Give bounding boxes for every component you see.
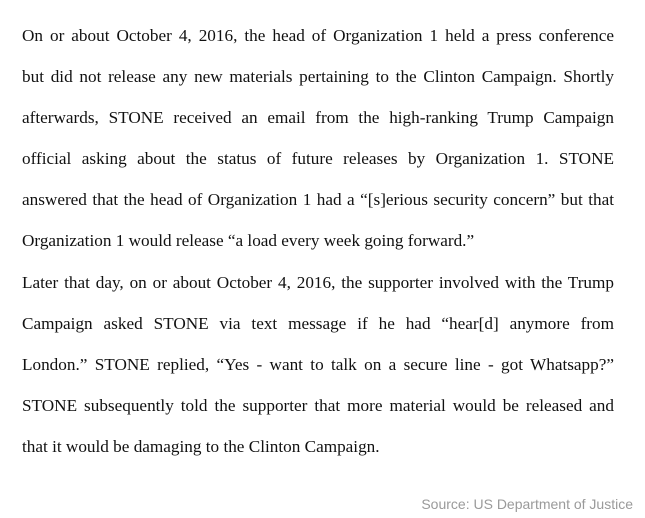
text-line: London.” STONE replied, “Yes - want to talk on a secure line - got Whatsapp?” bbox=[22, 354, 614, 374]
text-line: that it would be damaging to the Clinton Campaign. bbox=[22, 436, 380, 456]
text-line: Later that day, on or about October 4, 2016, the supporter involved with the Trump bbox=[22, 272, 614, 292]
paragraph-2 bbox=[22, 273, 614, 457]
text-line: official asking about the status of future releases by Organization 1. STONE bbox=[22, 149, 614, 169]
text-line: STONE subsequently told the supporter that more material would be released and bbox=[22, 395, 614, 415]
text-line: Campaign asked STONE via text message if he had “hear[d] anymore from bbox=[22, 313, 614, 333]
text-line: answered that the head of Organization 1 had a “[s]erious security concern” but that bbox=[22, 190, 614, 210]
text-line: afterwards, STONE received an email from the high-ranking Trump Campaign bbox=[22, 108, 614, 128]
document-body bbox=[22, 26, 614, 478]
text-line: Organization 1 would release “a load every week going forward.” bbox=[22, 231, 475, 251]
text-line: On or about October 4, 2016, the head of Organization 1 held a press conference bbox=[22, 26, 614, 45]
paragraph-1 bbox=[22, 26, 614, 251]
source-credit: Source: US Department of Justice bbox=[421, 496, 633, 512]
text-line: but did not release any new materials pertaining to the Clinton Campaign. Shortly bbox=[22, 67, 614, 87]
